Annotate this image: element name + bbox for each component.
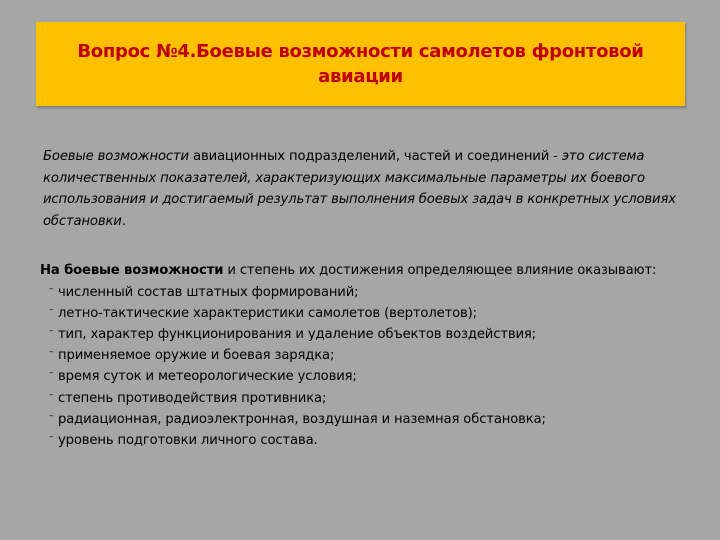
list-item [40, 366, 690, 387]
list-item [40, 388, 690, 409]
definition-end: . [121, 213, 126, 229]
factors-list [40, 282, 690, 452]
list-item [40, 430, 690, 451]
dash-icon: – [49, 283, 54, 294]
dash-icon: – [49, 431, 54, 442]
title-box [36, 22, 685, 106]
list-item [40, 345, 690, 366]
list-item-text: тип, характер функционирования и удаление объектов воздействия; [58, 326, 536, 342]
factors-lead-bold: На боевые возможности [40, 263, 224, 278]
dash-icon: – [49, 389, 54, 400]
factors-lead-rest: и степень их достижения определяющее влияние оказывают: [223, 263, 657, 278]
list-item-text: применяемое оружие и боевая зарядка; [58, 348, 335, 364]
factors-block [40, 260, 690, 451]
dash-icon: – [49, 347, 54, 358]
definition-middle: авиационных подразделений, частей и соединений - [188, 149, 562, 164]
list-item-text: степень противодействия противника; [58, 390, 327, 406]
list-item [40, 409, 690, 430]
definition-body: это система количественных показателей, характеризующих максимальные параметры их боевого использования и достигаемый результат выполнения боевых задач в конкретных условиях обстановки [43, 149, 676, 229]
list-item [40, 282, 690, 303]
dash-icon: – [49, 410, 54, 421]
list-item [40, 303, 690, 324]
dash-icon: – [49, 325, 54, 336]
dash-icon: – [49, 368, 54, 379]
slide-title: Вопрос №4.Боевые возможности самолетов фронтовой авиации [77, 41, 644, 87]
list-item-text: летно-тактические характеристики самолетов (вертолетов); [58, 305, 477, 321]
dash-icon: – [49, 304, 54, 315]
definition-term: Боевые возможности [43, 149, 189, 164]
factors-lead [40, 260, 690, 282]
list-item [40, 324, 690, 345]
list-item-text: численный состав штатных формирований; [58, 284, 359, 300]
list-item-text: радиационная, радиоэлектронная, воздушная и наземная обстановка; [58, 411, 546, 427]
list-item-text: время суток и метеорологические условия; [58, 369, 357, 385]
definition-paragraph [43, 146, 683, 232]
list-item-text: уровень подготовки личного состава. [58, 432, 318, 448]
